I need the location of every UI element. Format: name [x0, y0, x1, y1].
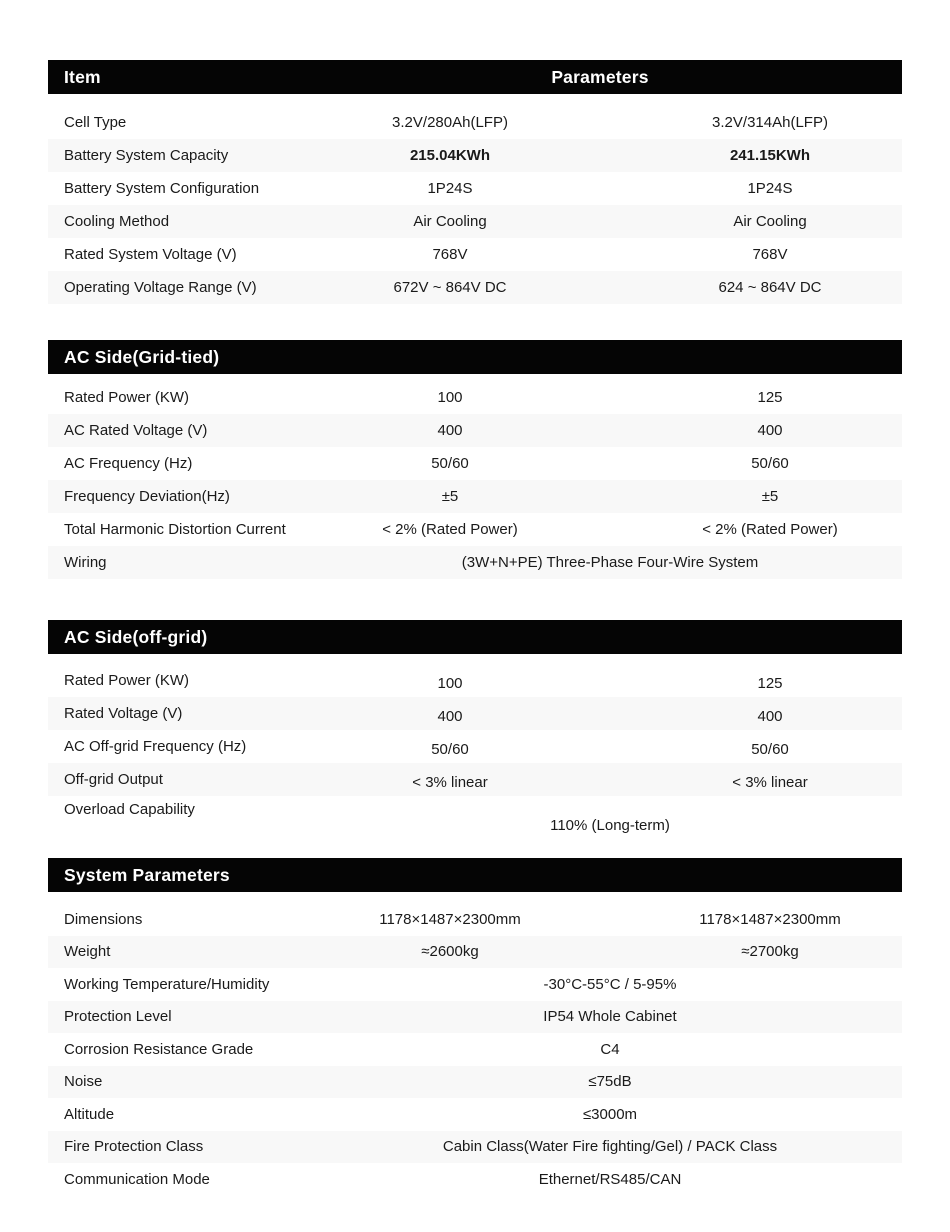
- value-col1: 1178×1487×2300mm: [379, 910, 521, 928]
- row-label: Battery System Configuration: [64, 180, 260, 197]
- value-col2: 768V: [752, 246, 788, 263]
- spec-row: [48, 513, 902, 546]
- row-label: Communication Mode: [64, 1170, 210, 1188]
- row-label: Frequency Deviation(Hz): [64, 488, 230, 505]
- value-span: ≤3000m: [582, 1105, 638, 1123]
- row-label: Corrosion Resistance Grade: [64, 1040, 254, 1058]
- section-title: AC Side(Grid-tied): [64, 346, 220, 367]
- value-span: ≤75dB: [588, 1073, 632, 1091]
- spec-row: [48, 480, 902, 513]
- spec-row: [48, 730, 902, 763]
- value-col2: ±5: [761, 488, 779, 505]
- value-col2: 400: [757, 707, 783, 725]
- row-label: Rated System Voltage (V): [64, 246, 237, 263]
- value-col2: 624 ~ 864V DC: [718, 279, 822, 296]
- row-label: Dimensions: [64, 910, 143, 928]
- value-span: IP54 Whole Cabinet: [543, 1008, 677, 1026]
- value-span: 110% (Long-term): [550, 817, 670, 834]
- spec-row: [48, 447, 902, 480]
- value-col2: 50/60: [751, 455, 789, 472]
- spec-tables-container: [48, 60, 902, 1196]
- spec-row: [48, 205, 902, 238]
- spec-row: [48, 106, 902, 139]
- row-label: Weight: [64, 943, 111, 961]
- row-label: Overload Capability: [64, 801, 195, 818]
- row-label: Wiring: [64, 554, 107, 571]
- table-header-bar: [48, 60, 902, 94]
- value-col2: < 3% linear: [732, 773, 808, 791]
- value-col2: 400: [757, 422, 783, 439]
- section-rows: [48, 903, 902, 1196]
- row-label: Rated Voltage (V): [64, 705, 183, 722]
- spec-row: [48, 381, 902, 414]
- value-col1: ≈2600kg: [421, 943, 479, 961]
- row-label: AC Rated Voltage (V): [64, 422, 208, 439]
- value-col1: < 2% (Rated Power): [382, 521, 518, 538]
- value-col1: 1P24S: [427, 180, 473, 197]
- value-col2: 241.15KWh: [729, 147, 811, 164]
- spec-row: [48, 936, 902, 969]
- value-col1: 3.2V/280Ah(LFP): [392, 114, 508, 131]
- spec-row: [48, 1033, 902, 1066]
- value-span: Ethernet/RS485/CAN: [538, 1170, 682, 1188]
- value-col2: 125: [757, 674, 783, 692]
- row-label: Cooling Method: [64, 213, 170, 230]
- row-label: AC Off-grid Frequency (Hz): [64, 738, 247, 755]
- value-col2: 3.2V/314Ah(LFP): [712, 114, 828, 131]
- spec-row: [48, 664, 902, 697]
- row-label: AC Frequency (Hz): [64, 455, 193, 472]
- section-rows: [48, 381, 902, 579]
- value-col1: < 3% linear: [412, 773, 488, 791]
- row-label: Noise: [64, 1073, 103, 1091]
- row-label: Protection Level: [64, 1008, 172, 1026]
- row-label: Operating Voltage Range (V): [64, 279, 257, 296]
- value-col1: 100: [437, 389, 463, 406]
- spec-row: [48, 796, 902, 842]
- section-title: System Parameters: [64, 864, 230, 885]
- spec-row: [48, 1131, 902, 1164]
- value-col2: 1178×1487×2300mm: [699, 910, 841, 928]
- spec-row: [48, 546, 902, 579]
- value-col1: 400: [437, 422, 463, 439]
- value-col2: < 2% (Rated Power): [702, 521, 838, 538]
- spec-row: [48, 238, 902, 271]
- value-col1: 400: [437, 707, 463, 725]
- section-rows: [48, 664, 902, 842]
- spec-row: [48, 414, 902, 447]
- value-col2: 50/60: [751, 740, 789, 758]
- row-label: Off-grid Output: [64, 771, 163, 788]
- row-label: Rated Power (KW): [64, 389, 190, 406]
- spec-row: [48, 763, 902, 796]
- spec-row: [48, 139, 902, 172]
- section-title: AC Side(off-grid): [64, 626, 208, 647]
- value-span: C4: [600, 1040, 620, 1058]
- row-label: Total Harmonic Distortion Current: [64, 521, 286, 538]
- value-col2: ≈2700kg: [741, 943, 799, 961]
- value-col2: 1P24S: [747, 180, 793, 197]
- row-label: Rated Power (KW): [64, 672, 190, 689]
- column-header-item: Item: [64, 66, 101, 87]
- value-col1: 50/60: [431, 455, 469, 472]
- value-col1: 50/60: [431, 740, 469, 758]
- section-title-bar: [48, 340, 902, 374]
- spec-row: [48, 968, 902, 1001]
- value-col1: 100: [437, 674, 463, 692]
- value-col2: Air Cooling: [733, 213, 807, 230]
- spec-row: [48, 1001, 902, 1034]
- spec-row: [48, 1163, 902, 1196]
- spec-row: [48, 1098, 902, 1131]
- value-col1: 215.04KWh: [409, 147, 491, 164]
- section-rows: [48, 106, 902, 304]
- row-label: Working Temperature/Humidity: [64, 975, 270, 993]
- value-span: -30°C-55°C / 5-95%: [543, 975, 677, 993]
- row-label: Altitude: [64, 1105, 115, 1123]
- value-span: (3W+N+PE) Three-Phase Four-Wire System: [461, 554, 759, 571]
- row-label: Battery System Capacity: [64, 147, 229, 164]
- spec-row: [48, 172, 902, 205]
- value-col1: ±5: [441, 488, 459, 505]
- value-col1: 672V ~ 864V DC: [393, 279, 507, 296]
- value-col1: Air Cooling: [413, 213, 487, 230]
- row-label: Cell Type: [64, 114, 127, 131]
- section-title-bar: [48, 620, 902, 654]
- value-col2: 125: [757, 389, 783, 406]
- column-header-parameters: Parameters: [551, 66, 649, 87]
- value-col1: 768V: [432, 246, 468, 263]
- spec-row: [48, 903, 902, 936]
- value-span: Cabin Class(Water Fire fighting/Gel) / PACK Class: [442, 1138, 778, 1156]
- section-title-bar: [48, 858, 902, 892]
- spec-row: [48, 271, 902, 304]
- row-label: Fire Protection Class: [64, 1138, 204, 1156]
- spec-row: [48, 697, 902, 730]
- spec-row: [48, 1066, 902, 1099]
